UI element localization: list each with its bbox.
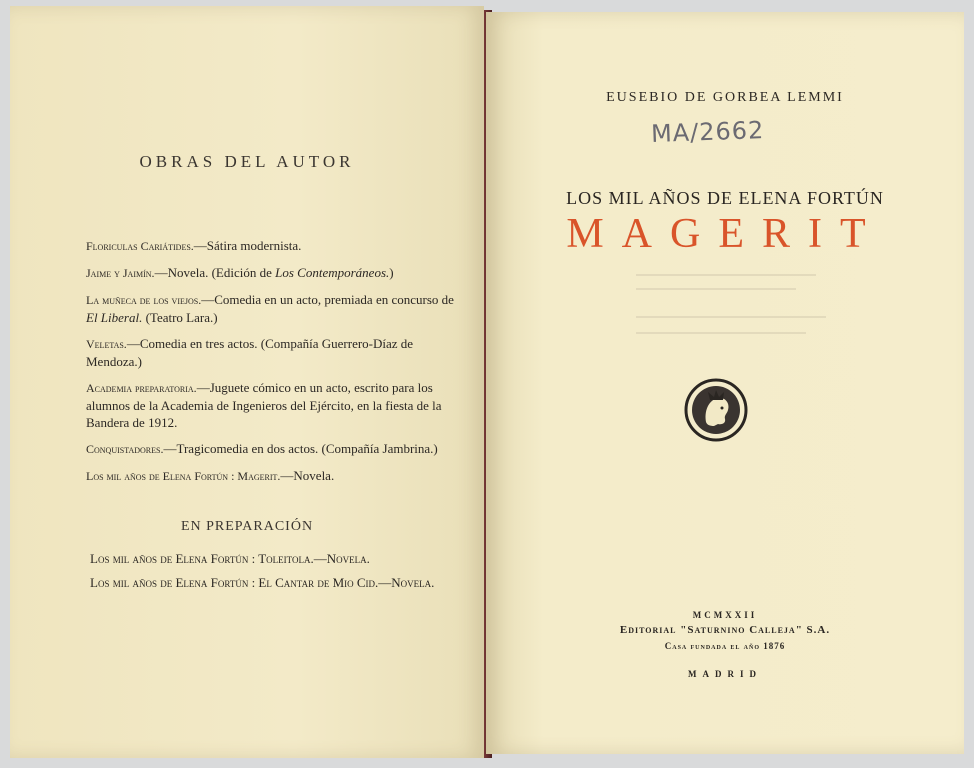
left-page (10, 6, 484, 758)
preparation-list (90, 551, 460, 599)
show-through-line (636, 274, 816, 276)
handwritten-shelfmark: MA/2662 (650, 116, 765, 148)
publisher-emblem-icon (684, 378, 748, 442)
show-through-line (636, 332, 806, 334)
works-heading: OBRAS DEL AUTOR (139, 152, 355, 171)
work-entry: Los mil años de Elena Fortún : Magerit.—Novela. (86, 468, 335, 483)
right-page (486, 12, 964, 754)
work-entry: Conquistadores.—Tragicomedia en dos actos. (Compañía Jambrina.) (86, 441, 438, 456)
publisher-name: Editorial "Saturnino Calleja" S.A. (619, 624, 831, 636)
works-list (86, 237, 466, 494)
work-entry: Floriculas Cariátides.—Sátira modernista. (86, 238, 302, 253)
preparation-heading: EN PREPARACIÓN (180, 519, 314, 534)
publication-year: MCMXXII (692, 610, 758, 620)
prep-entry: Los mil años de Elena Fortún : Toleitola.—Novela. (90, 551, 370, 566)
show-through-line (636, 316, 826, 318)
author-name: EUSEBIO DE GORBEA LEMMI (606, 90, 844, 105)
publisher-founded: Casa fundada el año 1876 (664, 641, 786, 651)
work-entry: Jaime y Jaimín.—Novela. (Edición de Los Contemporáneos.) (86, 265, 394, 280)
book-title: MAGERIT (566, 211, 884, 257)
work-entry: Academia preparatoria.—Juguete cómico en un acto, escrito para los alumnos de la Academia de Ingenieros del Ejército, en la fiesta de la Bandera de 1912. (86, 380, 442, 430)
work-entry: Veletas.—Comedia en tres actos. (Compañía Guerrero-Díaz de Mendoza.) (86, 336, 414, 369)
work-entry: La muñeca de los viejos.—Comedia en un acto, premiada en concurso de El Liberal. (Teatro Lara.) (86, 292, 454, 325)
publication-city: MADRID (688, 669, 762, 679)
series-title: LOS MIL AÑOS DE ELENA FORTÚN (566, 188, 884, 208)
show-through-line (636, 288, 796, 290)
prep-entry: Los mil años de Elena Fortún : El Cantar de Mio Cid.—Novela. (90, 575, 435, 590)
